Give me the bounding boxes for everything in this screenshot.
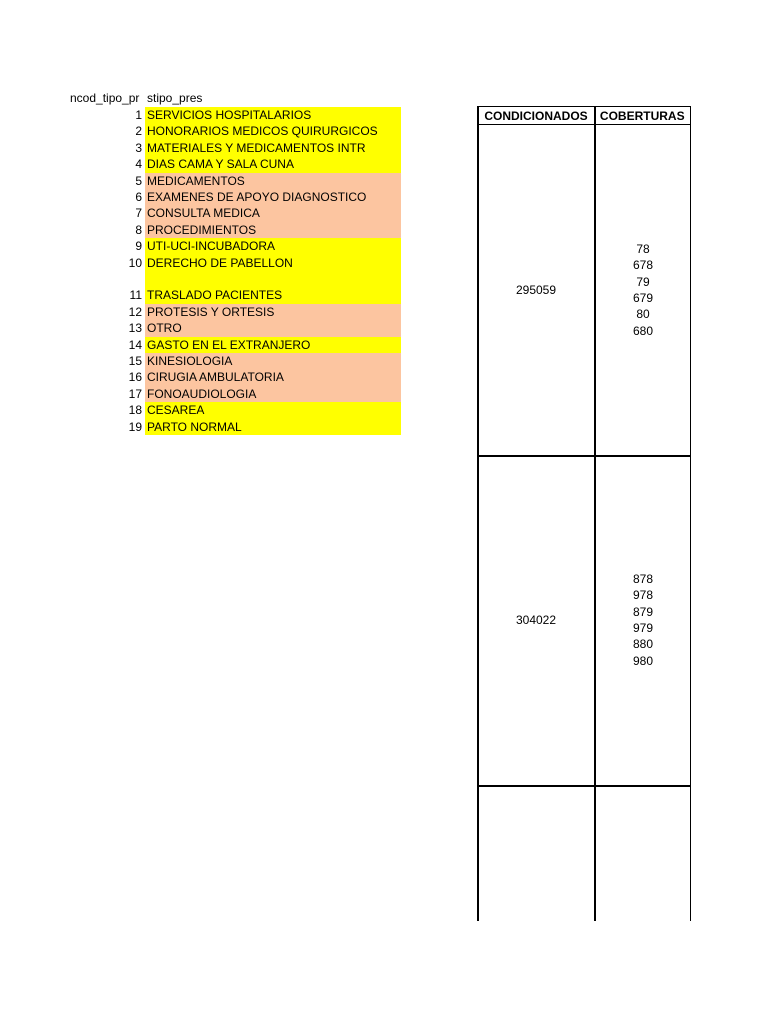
list-item-number: 14 <box>128 337 142 352</box>
list-item <box>0 255 402 288</box>
list-item-number: 18 <box>128 403 142 418</box>
list-item-label: UTI-UCI-INCUBADORA <box>145 238 401 254</box>
table-horizontal-rule <box>477 455 691 457</box>
list-item <box>0 402 402 418</box>
list-item-number: 3 <box>135 140 142 155</box>
coberturas-list <box>595 241 691 339</box>
list-item <box>0 304 402 320</box>
list-item-label: MEDICAMENTOS <box>145 173 401 189</box>
cobertura-value: 878 <box>632 571 654 586</box>
list-item-label: CONSULTA MEDICA <box>145 205 401 221</box>
list-item <box>0 173 402 189</box>
list-item-number: 11 <box>129 288 142 303</box>
cobertura-value: 680 <box>632 323 654 338</box>
list-item <box>0 156 402 172</box>
list-item-number: 9 <box>135 239 142 254</box>
table-vertical-rule <box>594 106 596 921</box>
list-item-number: 12 <box>128 304 142 319</box>
list-item-label: SERVICIOS HOSPITALARIOS <box>145 107 401 123</box>
list-item-number: 5 <box>135 173 142 188</box>
list-item <box>0 107 402 123</box>
coberturas-list <box>595 571 691 669</box>
column-header-stipo: stipo_pres <box>147 91 203 105</box>
list-item <box>0 238 402 254</box>
header-condicionados: CONDICIONADOS <box>477 106 595 125</box>
condicionados-coberturas-table <box>477 106 691 921</box>
list-item <box>0 189 402 205</box>
list-item-label: TRASLADO PACIENTES <box>145 287 401 303</box>
list-item-label: HONORARIOS MEDICOS QUIRURGICOS <box>145 123 401 139</box>
list-item-number: 1 <box>135 108 142 122</box>
list-item-label: DIAS CAMA Y SALA CUNA <box>145 156 401 172</box>
list-item-label: FONOAUDIOLOGIA <box>145 386 401 402</box>
list-item <box>0 123 402 139</box>
cobertura-value: 879 <box>632 604 654 619</box>
list-item-number: 15 <box>128 354 142 368</box>
list-item-label: CIRUGIA AMBULATORIA <box>145 369 401 385</box>
list-item <box>0 205 402 221</box>
list-item <box>0 222 402 238</box>
table-horizontal-rule <box>477 785 691 787</box>
list-item <box>0 386 402 402</box>
list-item-number: 17 <box>128 386 142 401</box>
cobertura-value: 678 <box>632 258 654 273</box>
list-item-label: EXAMENES DE APOYO DIAGNOSTICO <box>145 189 401 205</box>
list-item-label: PROCEDIMIENTOS <box>145 222 401 238</box>
list-item <box>0 419 402 435</box>
list-item-number: 16 <box>128 370 142 385</box>
cobertura-value: 80 <box>636 307 650 322</box>
list-item-label: KINESIOLOGIA <box>145 353 401 369</box>
list-item-number: 6 <box>135 190 142 204</box>
list-item <box>0 353 402 369</box>
list-item-label: CESAREA <box>145 402 401 418</box>
list-item-number: 7 <box>135 206 142 221</box>
list-item-number: 8 <box>135 222 142 237</box>
list-item-label: PARTO NORMAL <box>145 419 401 435</box>
list-item-number: 10 <box>128 255 142 270</box>
cobertura-value: 980 <box>632 653 654 668</box>
list-item-number: 19 <box>128 419 142 434</box>
condicionado-value: 304022 <box>515 613 557 627</box>
list-item-label: PROTESIS Y ORTESIS <box>145 304 401 320</box>
list-item-label: GASTO EN EL EXTRANJERO <box>145 337 401 353</box>
list-item-number: 2 <box>135 124 142 139</box>
table-vertical-rule <box>690 106 692 921</box>
condicionado-value: 295059 <box>515 283 557 297</box>
column-header-ncod: ncod_tipo_pr <box>70 91 140 105</box>
list-item <box>0 287 402 303</box>
list-item-label: MATERIALES Y MEDICAMENTOS INTR <box>145 140 401 156</box>
cobertura-value: 679 <box>632 290 654 305</box>
cobertura-value: 79 <box>636 274 650 289</box>
list-item-label: OTRO <box>145 320 401 336</box>
list-item <box>0 369 402 385</box>
list-item-label: DERECHO DE PABELLON <box>145 255 401 288</box>
cobertura-value: 78 <box>636 241 650 256</box>
list-item <box>0 337 402 353</box>
table-vertical-rule <box>477 106 479 921</box>
list-item-number: 4 <box>135 157 142 172</box>
cobertura-value: 979 <box>632 620 654 635</box>
cobertura-value: 880 <box>632 637 654 652</box>
list-item <box>0 140 402 156</box>
header-coberturas: COBERTURAS <box>594 106 692 125</box>
list-item-number: 13 <box>128 321 142 336</box>
list-item <box>0 320 402 336</box>
cobertura-value: 978 <box>632 588 654 603</box>
